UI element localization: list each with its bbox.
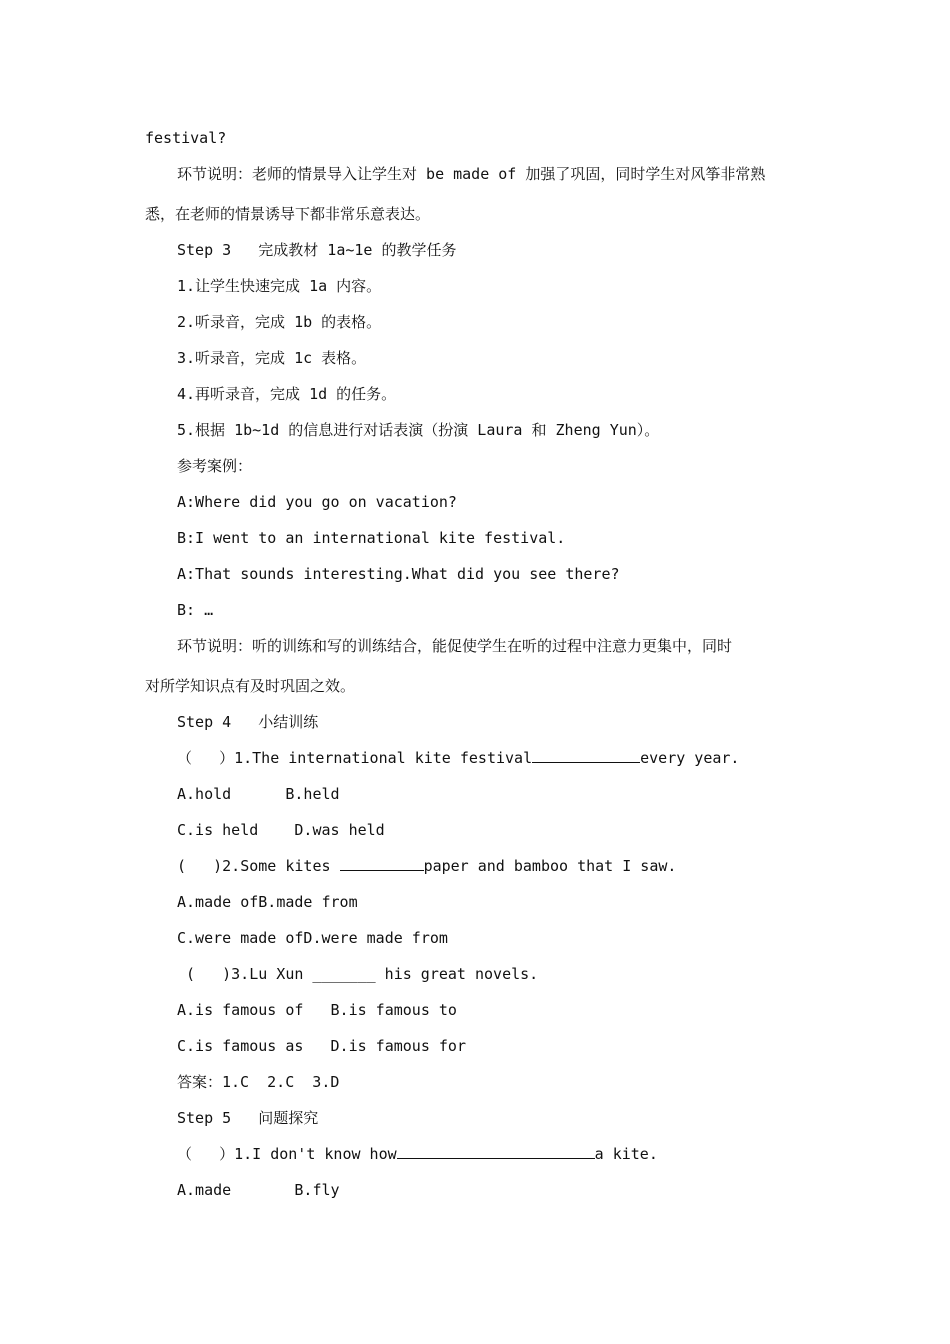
dialogue-line: B:I went to an international kite festival.: [177, 529, 566, 547]
option-row: C.is held D.was held: [177, 821, 385, 839]
option-row: A.made ofB.made from: [177, 893, 358, 911]
option-row: A.is famous of B.is famous to: [177, 1001, 457, 1019]
option-row: A.hold B.held: [177, 785, 340, 803]
question-1: [177, 748, 739, 768]
question-text: a kite.: [594, 1145, 658, 1163]
section-note: 环节说明：老师的情景导入让学生对 be made of 加强了巩固，同时学生对风筝非常熟: [177, 165, 766, 183]
dialogue-line: A:Where did you go on vacation?: [177, 493, 457, 511]
question-text: every year.: [640, 749, 740, 767]
option-row: A.made B.fly: [177, 1181, 340, 1199]
answer-key: 答案：1.C 2.C 3.D: [177, 1073, 340, 1091]
list-item: 4.再听录音，完成 1d 的任务。: [177, 385, 397, 403]
dialogue-line: B: …: [177, 601, 214, 619]
question-text: （ ）1.I don't know how: [177, 1145, 397, 1163]
list-item: 3.听录音，完成 1c 表格。: [177, 349, 367, 367]
question-text: ( )2.Some kites: [177, 857, 340, 875]
step-heading: Step 5 问题探究: [177, 1109, 319, 1127]
question-text: （ ）1.The international kite festival: [177, 749, 533, 767]
answer-blank[interactable]: [340, 856, 424, 871]
step-heading: Step 4 小结训练: [177, 713, 319, 731]
section-note: 环节说明：听的训练和写的训练结合，能促使学生在听的过程中注意力更集中，同时: [177, 637, 733, 655]
list-item: 1.让学生快速完成 1a 内容。: [177, 277, 382, 295]
option-row: C.is famous as D.is famous for: [177, 1037, 466, 1055]
list-item: 5.根据 1b~1d 的信息进行对话表演（扮演 Laura 和 Zheng Yun）。: [177, 421, 660, 439]
answer-blank[interactable]: [397, 1144, 595, 1159]
text-line: 悉，在老师的情景诱导下都非常乐意表达。: [145, 205, 431, 223]
option-row: C.were made ofD.were made from: [177, 929, 448, 947]
question-4: [177, 1144, 658, 1164]
question-3: ( )3.Lu Xun _______ his great novels.: [186, 965, 539, 983]
step-heading: Step 3 完成教材 1a~1e 的教学任务: [177, 241, 457, 259]
text-line: festival?: [145, 129, 227, 147]
example-label: 参考案例：: [177, 457, 253, 475]
list-item: 2.听录音，完成 1b 的表格。: [177, 313, 382, 331]
question-text: paper and bamboo that I saw.: [423, 857, 677, 875]
answer-blank[interactable]: [532, 748, 640, 763]
text-line: 对所学知识点有及时巩固之效。: [145, 677, 356, 695]
dialogue-line: A:That sounds interesting.What did you see there?: [177, 565, 620, 583]
question-2: [177, 856, 676, 876]
